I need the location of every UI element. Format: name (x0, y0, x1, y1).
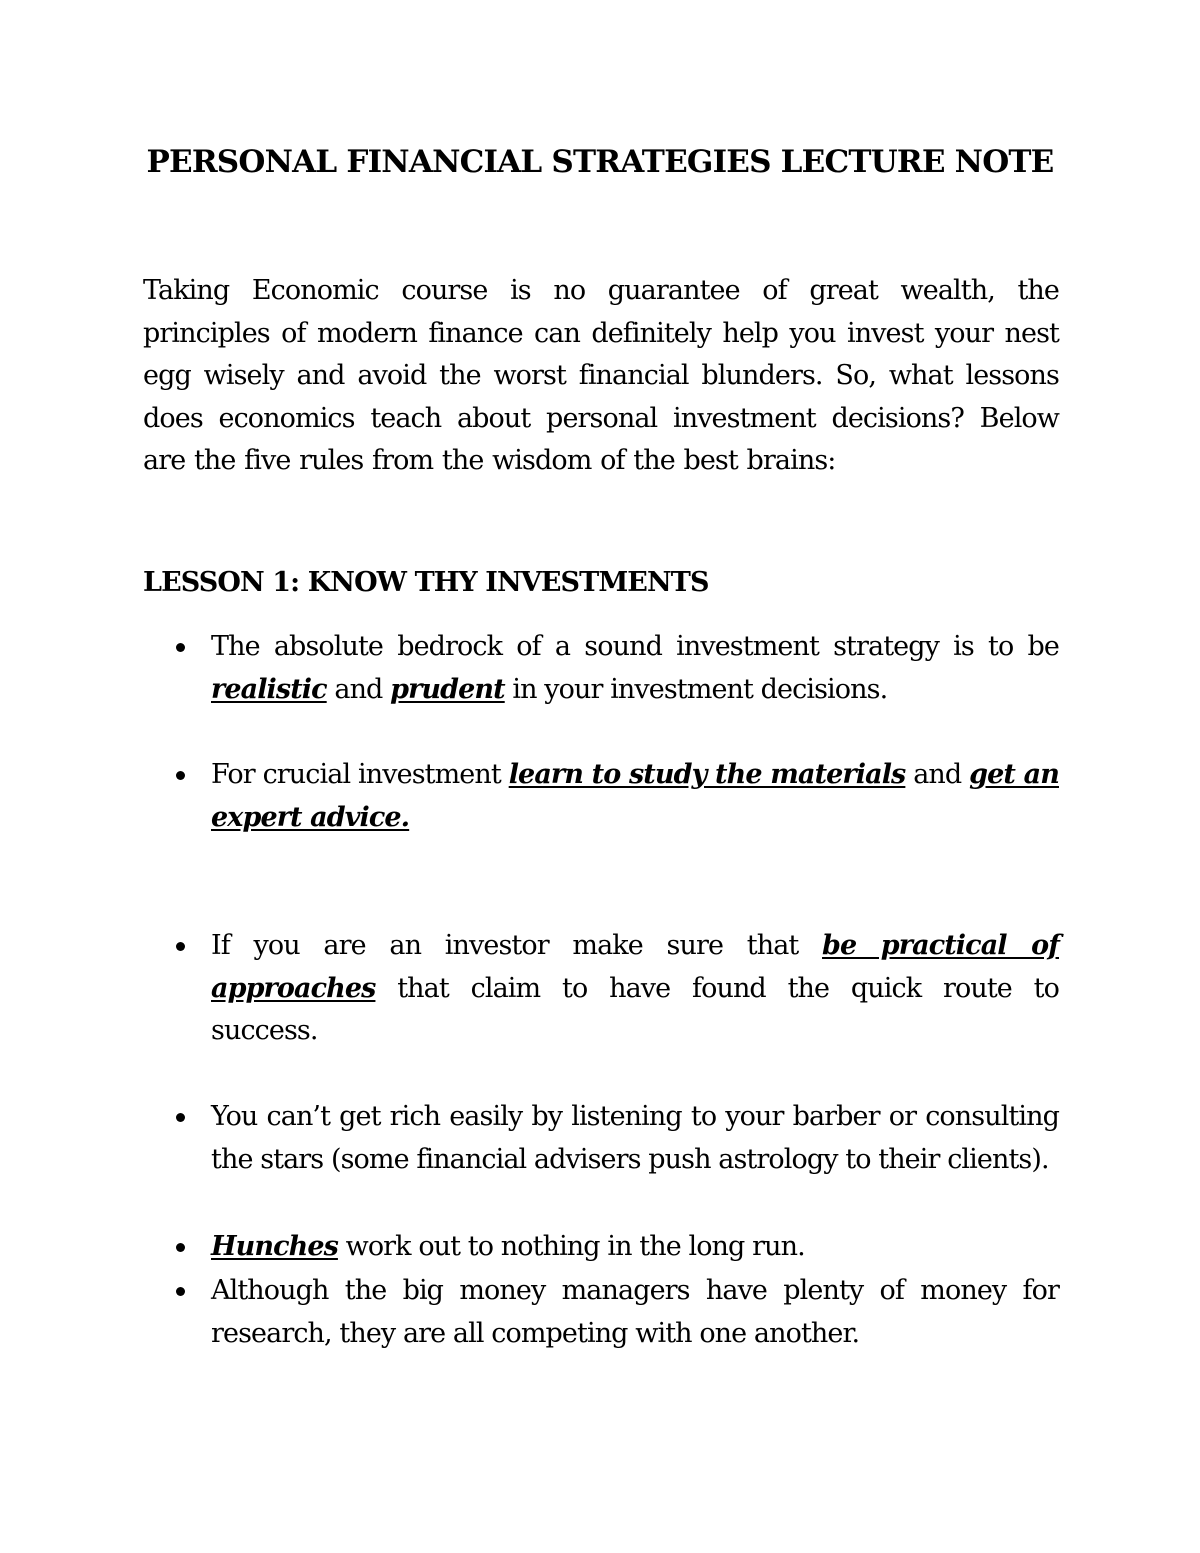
bullet-text: that claim to have found the quick route to success. (211, 972, 1059, 1046)
bullet-text: in your investment decisions. (504, 673, 888, 705)
emphasized-text: realistic (211, 673, 327, 705)
page-title: PERSONAL FINANCIAL STRATEGIES LECTURE NOTE (146, 144, 1054, 180)
bullet-icon (176, 643, 185, 652)
bullet-icon (176, 1287, 185, 1296)
list-item (211, 1226, 1059, 1269)
intro-paragraph: Taking Economic course is no guarantee of great wealth, the principles of modern finance can definitely help you invest your nest egg wisely and avoid the worst financial blunders. So, what lessons does economics teach about personal investment decisions? Below are the five rules from the wisdom of the best brains: (143, 275, 1059, 476)
bullet-icon (176, 942, 185, 951)
emphasized-text: get an expert advice. (211, 759, 1059, 833)
bullet-text: and (326, 673, 391, 705)
list-item (211, 626, 1059, 711)
emphasized-text: learn to study the materials (508, 759, 906, 790)
bullet-text: and (905, 759, 970, 790)
emphasized-text: be practical of approaches (211, 930, 1059, 1004)
list-item (211, 1096, 1059, 1181)
bullet-text: You can’t get rich easily by listening to your barber or consulting the stars (some financial advisers push astrology to their clients). (211, 1101, 1059, 1175)
bullet-icon (176, 1243, 185, 1252)
emphasized-text: prudent (390, 673, 505, 705)
list-item (211, 1270, 1059, 1355)
emphasized-text: Hunches (211, 1231, 338, 1262)
bullet-text: work out to nothing in the long run. (337, 1231, 805, 1262)
bullet-text: Although the big money managers have plenty of money for research, they are all competing with one another. (211, 1275, 1059, 1349)
bullet-icon (176, 771, 185, 780)
bullet-text: If you are an investor make sure that (211, 930, 823, 961)
bullet-text: The absolute bedrock of a sound investment strategy is to be (211, 631, 1059, 662)
bullet-icon (176, 1113, 185, 1122)
lesson-heading: LESSON 1: KNOW THY INVESTMENTS (143, 567, 709, 598)
list-item (211, 754, 1059, 839)
bullet-text: For crucial investment (211, 759, 509, 790)
list-item (211, 925, 1059, 1053)
